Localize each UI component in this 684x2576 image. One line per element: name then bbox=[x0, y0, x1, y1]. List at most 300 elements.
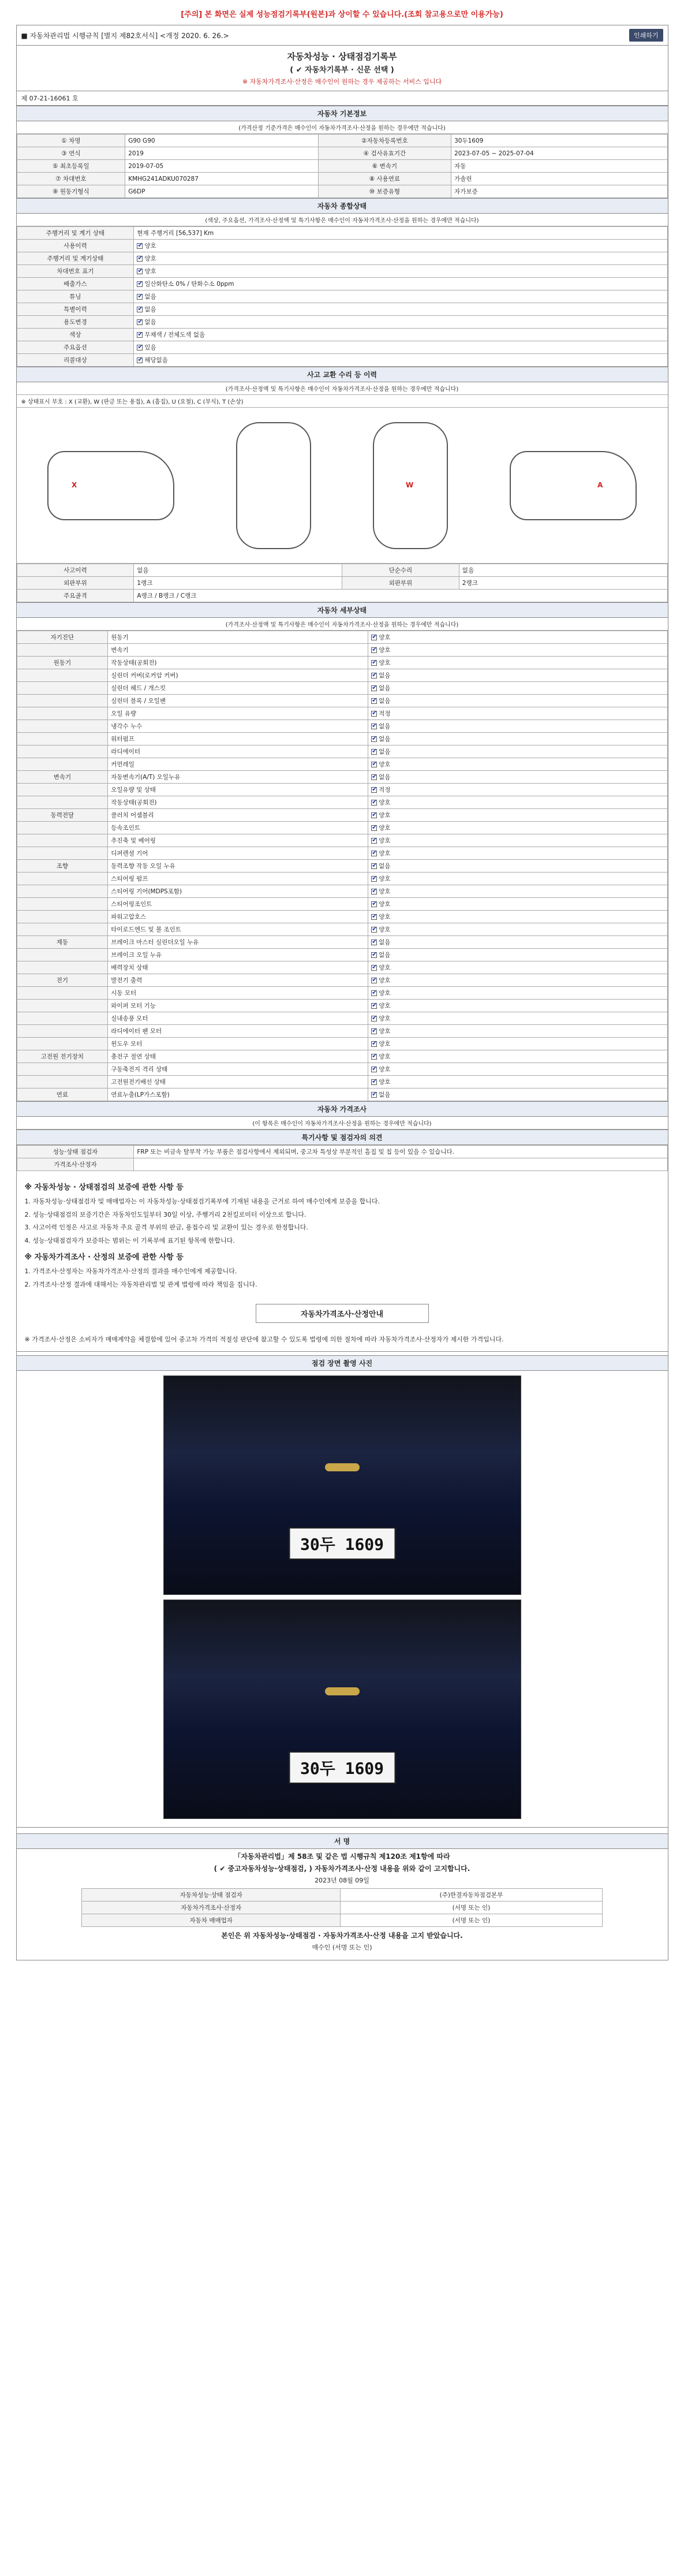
detail-state-text: 없음 bbox=[379, 672, 391, 679]
detail-group bbox=[17, 796, 108, 809]
detail-item: 충전구 절연 상태 bbox=[108, 1050, 368, 1063]
detail-state bbox=[368, 987, 667, 1000]
section-title-price: 자동차 가격조사 bbox=[17, 1101, 668, 1117]
field-value: 가솔린 bbox=[451, 173, 667, 185]
field-label: ① 차명 bbox=[17, 135, 125, 147]
table-row bbox=[17, 784, 667, 796]
detail-item: 고전원전기배선 상태 bbox=[108, 1076, 368, 1088]
detail-group bbox=[17, 1063, 108, 1076]
detail-item: 디퍼렌셜 기어 bbox=[108, 847, 368, 860]
sig-appraiser-value: (서명 또는 인) bbox=[341, 1902, 603, 1914]
opinion-text: FRP 또는 비금속 탈부착 가능 부품은 점검사항에서 제외되며, 중고차 특성상 부분적인 흠집 및 칩 등이 있을 수 있습니다. bbox=[134, 1146, 667, 1158]
detail-state bbox=[368, 745, 667, 758]
checkbox-icon bbox=[371, 990, 377, 996]
detail-item: 실린더 블록 / 오일팬 bbox=[108, 695, 368, 707]
table-row bbox=[17, 720, 667, 733]
note-paragraph: 1. 자동차성능·상태점검자 및 매매업자는 이 자동차성능·상태점검기록부에 기재된 내용을 근거로 하여 매수인에게 보증을 합니다. bbox=[24, 1198, 380, 1206]
outer-rank1: 1랭크 bbox=[134, 577, 342, 590]
checkbox-icon bbox=[137, 332, 143, 338]
checkbox-icon bbox=[371, 978, 377, 983]
detail-state-text: 양호 bbox=[379, 799, 391, 806]
detail-state-text: 없음 bbox=[379, 952, 391, 959]
detail-group bbox=[17, 745, 108, 758]
detail-state-text: 없음 bbox=[379, 736, 391, 743]
state-value-text: 양호 bbox=[144, 243, 156, 249]
state-label: 배출가스 bbox=[17, 278, 134, 290]
field-value: G6DP bbox=[125, 185, 318, 198]
detail-state bbox=[368, 720, 667, 733]
document-number: 제 07-21-16061 호 bbox=[17, 91, 668, 106]
detail-state-text: 양호 bbox=[379, 1041, 391, 1047]
document-note: ※ 자동차가격조사·산정은 매수인이 원하는 경우 제공하는 서비스 입니다 bbox=[242, 78, 442, 85]
notes-heading-2: ※ 자동차가격조사 · 산정의 보증에 관한 사항 등 bbox=[24, 1252, 184, 1262]
checkbox-icon bbox=[371, 889, 377, 894]
notes-heading-1: ※ 자동차성능 · 상태점검의 보증에 관한 사항 등 bbox=[24, 1183, 184, 1192]
detail-item: 등속조인트 bbox=[108, 822, 368, 834]
table-row bbox=[17, 1076, 667, 1088]
detail-state bbox=[368, 1000, 667, 1012]
car-photo-front-1 bbox=[163, 1375, 521, 1595]
table-row bbox=[17, 669, 667, 682]
title-block bbox=[17, 46, 668, 91]
checkbox-icon bbox=[371, 736, 377, 742]
detail-state bbox=[368, 936, 667, 949]
state-value bbox=[134, 303, 667, 316]
detail-state bbox=[368, 847, 667, 860]
table-row bbox=[17, 885, 667, 898]
table-row bbox=[82, 1889, 602, 1902]
mileage-value: 현재 주행거리 [56,537] Km bbox=[134, 227, 667, 240]
signature-title: 서 명 bbox=[17, 1833, 668, 1849]
inspector-label: 성능·상태 점검자 bbox=[17, 1146, 134, 1158]
detail-state bbox=[368, 1025, 667, 1038]
accident-legend: ※ 상태표시 부호 : X (교환), W (판금 또는 용접), A (흠집), U (요철), C (부식), T (손상) bbox=[17, 395, 668, 408]
signature-line-1: 「자동차관리법」제 58조 및 같은 법 시행규칙 제120조 제1항에 따라 bbox=[234, 1852, 450, 1861]
state-label: 사용이력 bbox=[17, 240, 134, 252]
detail-group bbox=[17, 695, 108, 707]
photos-section bbox=[17, 1351, 668, 1827]
detail-item: 자동변속기(A/T) 오일누유 bbox=[108, 771, 368, 784]
basic-info-table bbox=[17, 134, 668, 198]
checkbox-icon bbox=[371, 851, 377, 856]
checkbox-icon bbox=[371, 711, 377, 717]
sig-inspector-label: 자동차성능·상태 점검자 bbox=[82, 1889, 341, 1902]
field-label: ⑦ 차대번호 bbox=[17, 173, 125, 185]
field-value: 2019-07-05 bbox=[125, 160, 318, 173]
detail-group bbox=[17, 758, 108, 771]
detail-item: 오일 유량 bbox=[108, 707, 368, 720]
table-row bbox=[17, 252, 667, 265]
table-row bbox=[17, 1050, 667, 1063]
table-row bbox=[82, 1914, 602, 1927]
table-row bbox=[17, 873, 667, 885]
table-row bbox=[17, 834, 667, 847]
field-label: ⑤ 최초등록일 bbox=[17, 160, 125, 173]
detail-item: 브레이크 마스터 실린더오일 누유 bbox=[108, 936, 368, 949]
detail-group bbox=[17, 885, 108, 898]
table-row bbox=[17, 227, 667, 240]
table-row bbox=[17, 911, 667, 923]
detail-item: 스티어링 기어(MDPS포함) bbox=[108, 885, 368, 898]
car-photo-front-2 bbox=[163, 1600, 521, 1819]
checkbox-icon bbox=[371, 914, 377, 920]
appraiser-label: 가격조사·산정자 bbox=[17, 1158, 134, 1171]
detail-state bbox=[368, 784, 667, 796]
section-title-basic: 자동차 기본정보 bbox=[17, 106, 668, 121]
checkbox-icon bbox=[371, 927, 377, 933]
opinion-table bbox=[17, 1145, 668, 1171]
detail-state bbox=[368, 860, 667, 873]
note-paragraph: 1. 가격조사·산정자는 자동차가격조사·산정의 결과를 매수인에게 제공합니다. bbox=[24, 1267, 237, 1275]
car-side-left-shape bbox=[47, 451, 174, 520]
checkbox-icon bbox=[137, 294, 143, 300]
detail-item: 실린더 커버(로커암 커버) bbox=[108, 669, 368, 682]
detail-state bbox=[368, 885, 667, 898]
emblem-icon bbox=[325, 1463, 360, 1471]
checkbox-icon bbox=[137, 319, 143, 325]
table-row: 주요골격 A랭크 / B랭크 / C랭크 bbox=[17, 590, 667, 602]
detail-state-text: 양호 bbox=[379, 1028, 391, 1035]
field-value: 2019 bbox=[125, 147, 318, 160]
detail-state-text: 양호 bbox=[379, 1015, 391, 1022]
car-diagram bbox=[17, 408, 668, 564]
table-row bbox=[17, 341, 667, 354]
field-label: ②자동차등록번호 bbox=[318, 135, 451, 147]
state-value bbox=[134, 240, 667, 252]
detail-item: 발전기 출력 bbox=[108, 974, 368, 987]
detail-item: 브레이크 오일 누유 bbox=[108, 949, 368, 961]
state-value-text: 무채색 / 전체도색 없음 bbox=[144, 331, 205, 338]
field-value: G90 G90 bbox=[125, 135, 318, 147]
table-row bbox=[17, 758, 667, 771]
checkbox-icon bbox=[371, 635, 377, 640]
table-row bbox=[17, 898, 667, 911]
notice-bar: [주의] 본 화면은 실제 성능점검기록부(원본)과 상이할 수 있습니다.(조회 참고용으로만 이용가능) bbox=[181, 10, 503, 19]
state-value-text: 일산화탄소 0% / 탄화수소 0ppm bbox=[144, 281, 234, 288]
state-label: 특별이력 bbox=[17, 303, 134, 316]
detail-state-text: 양호 bbox=[379, 634, 391, 641]
detail-item: 변속기 bbox=[108, 644, 368, 657]
detail-state-text: 없음 bbox=[379, 748, 391, 755]
field-value: 2023-07-05 ~ 2025-07-04 bbox=[451, 147, 667, 160]
table-row bbox=[17, 316, 667, 329]
detail-group: 연료 bbox=[17, 1088, 108, 1101]
photos-title: 점검 장면 촬영 사진 bbox=[17, 1355, 668, 1371]
table-row bbox=[17, 1038, 667, 1050]
detail-group bbox=[17, 733, 108, 745]
table-row bbox=[82, 1902, 602, 1914]
detail-state bbox=[368, 1088, 667, 1101]
detail-item: 시동 모터 bbox=[108, 987, 368, 1000]
table-row bbox=[17, 961, 667, 974]
table-row bbox=[17, 974, 667, 987]
detail-state bbox=[368, 707, 667, 720]
detail-state-text: 양호 bbox=[379, 837, 391, 844]
checkbox-icon bbox=[371, 838, 377, 844]
sig-appraiser-label: 자동차가격조사·산정자 bbox=[82, 1902, 341, 1914]
detail-state-text: 양호 bbox=[379, 1053, 391, 1060]
table-row bbox=[17, 1000, 667, 1012]
detail-state bbox=[368, 1063, 667, 1076]
detail-item: 클러치 어셈블리 bbox=[108, 809, 368, 822]
sig-dealer-value: (서명 또는 인) bbox=[341, 1914, 603, 1927]
damage-mark: X bbox=[72, 480, 77, 489]
detail-state-text: 양호 bbox=[379, 914, 391, 920]
checkbox-icon bbox=[371, 1092, 377, 1098]
detail-state-text: 적정 bbox=[379, 710, 391, 717]
signature-table bbox=[81, 1888, 602, 1927]
detail-item: 라디에이터 팬 모터 bbox=[108, 1025, 368, 1038]
checkbox-icon bbox=[371, 901, 377, 907]
detail-state bbox=[368, 961, 667, 974]
table-row bbox=[17, 657, 667, 669]
state-label: 차대번호 표기 bbox=[17, 265, 134, 278]
detail-group bbox=[17, 1012, 108, 1025]
detail-item: 윈도우 모터 bbox=[108, 1038, 368, 1050]
checkbox-icon bbox=[137, 269, 143, 274]
header-legal-text: ■ 자동차관리법 시행규칙 [별지 제82호서식] <개정 2020. 6. 26.> bbox=[21, 31, 229, 40]
table-row bbox=[17, 1158, 667, 1171]
detail-state-text: 양호 bbox=[379, 659, 391, 666]
table-row bbox=[17, 1012, 667, 1025]
detail-item: 작동상태(공회전) bbox=[108, 796, 368, 809]
state-value bbox=[134, 354, 667, 367]
checkbox-icon bbox=[371, 660, 377, 666]
table-row bbox=[17, 631, 667, 644]
table-row bbox=[17, 644, 667, 657]
detail-item: 구동축전지 격리 상태 bbox=[108, 1063, 368, 1076]
detail-group bbox=[17, 669, 108, 682]
detail-item: 동력조향 작동 오일 누유 bbox=[108, 860, 368, 873]
table-row bbox=[17, 822, 667, 834]
car-top-rear-shape bbox=[373, 422, 448, 549]
state-label: 용도변경 bbox=[17, 316, 134, 329]
state-value bbox=[134, 329, 667, 341]
checkbox-icon bbox=[371, 724, 377, 729]
state-table bbox=[17, 226, 668, 367]
detail-group bbox=[17, 961, 108, 974]
checkbox-icon bbox=[371, 673, 377, 679]
sig-dealer-label: 자동차 매매업자 bbox=[82, 1914, 341, 1927]
table-row: 외판부위 1랭크 외판부위 2랭크 bbox=[17, 577, 667, 590]
table-row bbox=[17, 173, 667, 185]
detail-state-text: 없음 bbox=[379, 774, 391, 781]
detail-group bbox=[17, 1025, 108, 1038]
table-row bbox=[17, 695, 667, 707]
detail-state-text: 양호 bbox=[379, 875, 391, 882]
detail-state bbox=[368, 809, 667, 822]
detail-state-text: 양호 bbox=[379, 1066, 391, 1073]
detail-group bbox=[17, 847, 108, 860]
note-paragraph: 2. 성능·상태점검의 보증기간은 자동차인도일부터 30일 이상, 주행거리 2천킬로미터 이상으로 합니다. bbox=[24, 1210, 307, 1218]
detail-state-text: 없음 bbox=[379, 939, 391, 946]
detail-group bbox=[17, 1038, 108, 1050]
note-paragraph: 4. 성능·상태점검자가 보증하는 범위는 이 기록부에 표기된 항목에 한합니다. bbox=[24, 1237, 235, 1245]
detail-state-text: 양호 bbox=[379, 977, 391, 984]
table-row bbox=[17, 278, 667, 290]
note-paragraph: 3. 사고이력 인정은 사고로 자동차 주요 골격 부위의 판금, 용접수리 및 교환이 있는 경우로 한정합니다. bbox=[24, 1224, 308, 1232]
detail-item: 와이퍼 모터 기능 bbox=[108, 1000, 368, 1012]
state-value-text: 없음 bbox=[144, 306, 156, 313]
table-row bbox=[17, 771, 667, 784]
detail-state-text: 양호 bbox=[379, 964, 391, 971]
detail-state bbox=[368, 1050, 667, 1063]
detail-state bbox=[368, 631, 667, 644]
state-label: 주요옵션 bbox=[17, 341, 134, 354]
table-row bbox=[17, 847, 667, 860]
section-sub-price: (이 항목은 매수인이 자동차가격조사·산정을 원하는 경우에만 적습니다) bbox=[17, 1117, 668, 1129]
section-sub-state: (색상, 주요옵션, 가격조사·산정액 및 특기사항은 매수인이 자동차가격조사·산정을 원하는 경우에만 적습니다) bbox=[17, 214, 668, 226]
checkbox-icon bbox=[371, 749, 377, 755]
accident-history: 없음 bbox=[134, 564, 342, 577]
detail-group bbox=[17, 707, 108, 720]
detail-state-text: 양호 bbox=[379, 901, 391, 908]
checkbox-icon bbox=[371, 812, 377, 818]
table-row bbox=[17, 185, 667, 198]
detail-group bbox=[17, 911, 108, 923]
table-row bbox=[17, 936, 667, 949]
outer-rank2: 2랭크 bbox=[459, 577, 667, 590]
detail-group bbox=[17, 987, 108, 1000]
header-row bbox=[17, 25, 668, 46]
detail-item: 커먼레일 bbox=[108, 758, 368, 771]
checkbox-icon bbox=[137, 357, 143, 363]
detail-item: 파워고압호스 bbox=[108, 911, 368, 923]
state-label: 튜닝 bbox=[17, 290, 134, 303]
detail-state-text: 없음 bbox=[379, 863, 391, 870]
field-label: ⑧ 사용연료 bbox=[318, 173, 451, 185]
detail-state bbox=[368, 758, 667, 771]
checkbox-icon bbox=[371, 800, 377, 806]
detail-group: 변속기 bbox=[17, 771, 108, 784]
table-row bbox=[17, 707, 667, 720]
detail-state bbox=[368, 873, 667, 885]
detail-state-text: 양호 bbox=[379, 761, 391, 768]
detail-state bbox=[368, 771, 667, 784]
print-button[interactable]: 인쇄하기 bbox=[629, 29, 663, 42]
table-row bbox=[17, 135, 667, 147]
table-row bbox=[17, 303, 667, 316]
state-value bbox=[134, 278, 667, 290]
detail-group bbox=[17, 898, 108, 911]
detail-group: 동력전달 bbox=[17, 809, 108, 822]
detail-state-text: 없음 bbox=[379, 698, 391, 704]
state-value bbox=[134, 265, 667, 278]
field-value: 자동 bbox=[451, 160, 667, 173]
field-value: 30두1609 bbox=[451, 135, 667, 147]
checkbox-icon bbox=[371, 1016, 377, 1022]
detail-state bbox=[368, 1076, 667, 1088]
table-row bbox=[17, 987, 667, 1000]
checkbox-icon bbox=[371, 1041, 377, 1047]
sig-inspector-value: (주)한결자동차점검본부 bbox=[341, 1889, 603, 1902]
damage-mark: A bbox=[597, 480, 603, 489]
detail-state bbox=[368, 822, 667, 834]
field-value: KMHG241ADKU070287 bbox=[125, 173, 318, 185]
table-row bbox=[17, 949, 667, 961]
detail-state-text: 양호 bbox=[379, 647, 391, 654]
detail-table bbox=[17, 631, 668, 1101]
table-row bbox=[17, 290, 667, 303]
state-value bbox=[134, 316, 667, 329]
detail-group bbox=[17, 784, 108, 796]
section-title-opinion: 특기사항 및 점검자의 의견 bbox=[17, 1129, 668, 1145]
detail-item: 냉각수 누수 bbox=[108, 720, 368, 733]
main-frame: A랭크 / B랭크 / C랭크 bbox=[134, 590, 667, 602]
detail-item: 라디에이터 bbox=[108, 745, 368, 758]
detail-state bbox=[368, 733, 667, 745]
checkbox-icon bbox=[137, 281, 143, 287]
detail-state-text: 양호 bbox=[379, 1079, 391, 1086]
checkbox-icon bbox=[137, 307, 143, 312]
state-value bbox=[134, 341, 667, 354]
detail-item: 오일유량 및 상태 bbox=[108, 784, 368, 796]
table-row bbox=[17, 1088, 667, 1101]
table-row bbox=[17, 745, 667, 758]
detail-item: 연료누출(LP가스포함) bbox=[108, 1088, 368, 1101]
checkbox-icon bbox=[371, 863, 377, 869]
field-value: 자가보증 bbox=[451, 185, 667, 198]
table-row bbox=[17, 809, 667, 822]
detail-state-text: 없음 bbox=[379, 1091, 391, 1098]
notes bbox=[17, 1171, 668, 1298]
checkbox-icon bbox=[371, 952, 377, 958]
checkbox-icon bbox=[371, 685, 377, 691]
detail-state bbox=[368, 669, 667, 682]
detail-state-text: 없음 bbox=[379, 723, 391, 730]
section-sub-basic: (가격산정 기준가격은 매수인이 자동차가격조사·산정을 원하는 경우에만 적습니다) bbox=[17, 121, 668, 134]
detail-group bbox=[17, 682, 108, 695]
table-row bbox=[17, 733, 667, 745]
signature-line-2: ( ✔ 중고자동차성능·상태점검, ) 자동차가격조사·산정 내용을 위와 같이 고지합니다. bbox=[214, 1865, 470, 1873]
checkbox-icon bbox=[371, 1067, 377, 1072]
detail-item: 원동기 bbox=[108, 631, 368, 644]
table-row bbox=[17, 860, 667, 873]
detail-state bbox=[368, 657, 667, 669]
detail-state bbox=[368, 682, 667, 695]
detail-group: 제동 bbox=[17, 936, 108, 949]
checkbox-icon bbox=[371, 1028, 377, 1034]
detail-item: 스티어링 펌프 bbox=[108, 873, 368, 885]
section-sub-detail: (가격조사·산정액 및 특기사항은 매수인이 자동차가격조사·산정을 원하는 경우에만 적습니다) bbox=[17, 618, 668, 631]
detail-item: 타이로드엔드 및 볼 조인트 bbox=[108, 923, 368, 936]
table-row bbox=[17, 147, 667, 160]
signature-date: 2023년 08월 09일 bbox=[315, 1877, 369, 1884]
signature-section bbox=[17, 1827, 668, 1960]
detail-group bbox=[17, 923, 108, 936]
checkbox-icon bbox=[371, 762, 377, 767]
price-guide-text: ※ 가격조사·산정은 소비자가 매매계약을 체결함에 있어 중고차 가격의 적절성 판단에 참고할 수 있도록 법령에 의한 절차에 따라 자동차가격조사·산정자가 제시한 가격입니다. bbox=[24, 1336, 504, 1344]
checkbox-icon bbox=[371, 774, 377, 780]
state-value-text: 양호 bbox=[144, 255, 156, 262]
checkbox-icon bbox=[371, 1003, 377, 1009]
license-plate: 30두 1609 bbox=[289, 1751, 395, 1784]
table-row bbox=[17, 1025, 667, 1038]
field-label: ⑩ 보증유형 bbox=[318, 185, 451, 198]
car-side-right-shape bbox=[510, 451, 637, 520]
checkbox-icon bbox=[371, 647, 377, 653]
detail-state bbox=[368, 796, 667, 809]
state-value-text: 있음 bbox=[144, 344, 156, 351]
detail-state bbox=[368, 1012, 667, 1025]
state-label: 리콜대상 bbox=[17, 354, 134, 367]
detail-state-text: 양호 bbox=[379, 825, 391, 832]
detail-item: 배력장치 상태 bbox=[108, 961, 368, 974]
state-label: 주행거리 및 계기상태 bbox=[17, 252, 134, 265]
note-paragraph: 2. 가격조사·산정 결과에 대해서는 자동차관리법 및 관계 법령에 따라 책임을 집니다. bbox=[24, 1280, 257, 1288]
section-title-detail: 자동차 세부상태 bbox=[17, 602, 668, 618]
state-value-text: 양호 bbox=[144, 268, 156, 275]
